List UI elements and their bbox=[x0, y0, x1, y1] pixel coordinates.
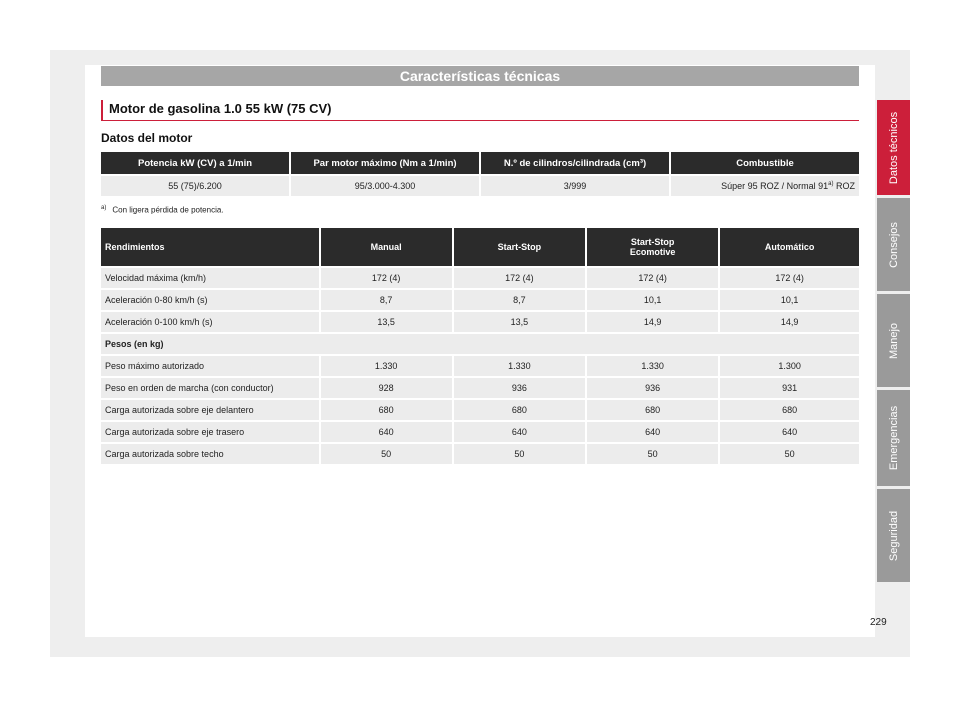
column-header bbox=[587, 228, 718, 266]
column-header: Potencia kW (CV) a 1/min bbox=[101, 152, 289, 174]
row-label: Peso máximo autorizado bbox=[101, 356, 319, 376]
table-cell: 13,5 bbox=[454, 312, 585, 332]
row-label: Peso en orden de marcha (con conductor) bbox=[101, 378, 319, 398]
table-cell: 936 bbox=[587, 378, 718, 398]
table-cell: 172 (4) bbox=[720, 268, 859, 288]
page-title: Motor de gasolina 1.0 55 kW (75 CV) bbox=[109, 101, 332, 116]
table-cell: 936 bbox=[454, 378, 585, 398]
table-row bbox=[101, 268, 859, 288]
row-label: Aceleración 0-100 km/h (s) bbox=[101, 312, 319, 332]
column-header: Rendimientos bbox=[101, 228, 319, 266]
tab-label: Manejo bbox=[887, 322, 900, 359]
tab-seguridad[interactable] bbox=[877, 489, 910, 582]
fuel-suffix: ROZ bbox=[833, 181, 855, 191]
table-cell: 8,7 bbox=[454, 290, 585, 310]
table-cell: 640 bbox=[720, 422, 859, 442]
table-cell: 1.330 bbox=[454, 356, 585, 376]
table-row bbox=[101, 176, 859, 196]
performance-table bbox=[99, 226, 861, 466]
table-cell: 640 bbox=[587, 422, 718, 442]
table-cell: 13,5 bbox=[321, 312, 452, 332]
table-header-row bbox=[101, 228, 859, 266]
table-cell: 172 (4) bbox=[321, 268, 452, 288]
tab-label: Consejos bbox=[887, 221, 900, 268]
table-row bbox=[101, 378, 859, 398]
table-cell: 10,1 bbox=[587, 290, 718, 310]
tab-consejos[interactable] bbox=[877, 198, 910, 291]
footnote-marker: a) bbox=[101, 205, 107, 211]
table-cell: 928 bbox=[321, 378, 452, 398]
table-cell: 50 bbox=[587, 444, 718, 464]
row-label: Velocidad máxima (km/h) bbox=[101, 268, 319, 288]
table-cell: 640 bbox=[321, 422, 452, 442]
tab-datos-tecnicos[interactable] bbox=[877, 100, 910, 195]
table-cell: 50 bbox=[720, 444, 859, 464]
tab-label: Emergencias bbox=[887, 405, 900, 471]
page-number: 229 bbox=[870, 617, 887, 628]
title-block bbox=[101, 100, 859, 121]
table-cell: 680 bbox=[587, 400, 718, 420]
row-label: Aceleración 0-80 km/h (s) bbox=[101, 290, 319, 310]
table-row bbox=[101, 422, 859, 442]
table-row bbox=[101, 334, 859, 354]
column-header-line: Start-Stop bbox=[630, 237, 675, 247]
table-cell: 10,1 bbox=[720, 290, 859, 310]
section-header: Características técnicas bbox=[101, 66, 859, 86]
column-header: Start-Stop bbox=[454, 228, 585, 266]
table-cell: 172 (4) bbox=[587, 268, 718, 288]
weights-heading: Pesos (en kg) bbox=[101, 334, 859, 354]
column-header: Par motor máximo (Nm a 1/min) bbox=[291, 152, 479, 174]
engine-heading: Datos del motor bbox=[101, 131, 193, 145]
fuel-text: Súper 95 ROZ / Normal 91 bbox=[721, 181, 829, 191]
row-label: Carga autorizada sobre eje delantero bbox=[101, 400, 319, 420]
table-cell: 1.330 bbox=[321, 356, 452, 376]
tab-emergencias[interactable] bbox=[877, 390, 910, 486]
table-cell: 95/3.000-4.300 bbox=[291, 176, 479, 196]
column-header: Manual bbox=[321, 228, 452, 266]
table-cell: 3/999 bbox=[481, 176, 669, 196]
tab-label: Seguridad bbox=[887, 510, 900, 561]
tab-label: Datos técnicos bbox=[887, 111, 900, 184]
fuel-cell bbox=[671, 176, 859, 196]
table-cell: 680 bbox=[321, 400, 452, 420]
table-cell: 172 (4) bbox=[454, 268, 585, 288]
table-cell: 8,7 bbox=[321, 290, 452, 310]
row-label: Carga autorizada sobre techo bbox=[101, 444, 319, 464]
table-header-row bbox=[101, 152, 859, 174]
table-row bbox=[101, 290, 859, 310]
table-cell: 50 bbox=[454, 444, 585, 464]
table-cell: 640 bbox=[454, 422, 585, 442]
table-row bbox=[101, 312, 859, 332]
title-accent bbox=[101, 100, 103, 120]
footnote bbox=[101, 205, 224, 215]
table-row bbox=[101, 400, 859, 420]
table-row bbox=[101, 444, 859, 464]
table-cell: 680 bbox=[454, 400, 585, 420]
column-header: Combustible bbox=[671, 152, 859, 174]
table-cell: 1.300 bbox=[720, 356, 859, 376]
column-header-line: Ecomotive bbox=[629, 247, 676, 257]
row-label: Carga autorizada sobre eje trasero bbox=[101, 422, 319, 442]
column-header: Automático bbox=[720, 228, 859, 266]
column-header: N.º de cilindros/cilindrada (cm³) bbox=[481, 152, 669, 174]
table-cell: 680 bbox=[720, 400, 859, 420]
table-cell: 14,9 bbox=[587, 312, 718, 332]
table-cell: 1.330 bbox=[587, 356, 718, 376]
footnote-marker: a) bbox=[828, 181, 834, 187]
table-cell: 50 bbox=[321, 444, 452, 464]
table-cell: 931 bbox=[720, 378, 859, 398]
table-cell: 14,9 bbox=[720, 312, 859, 332]
footnote-text: Con ligera pérdida de potencia. bbox=[112, 205, 224, 215]
table-cell: 55 (75)/6.200 bbox=[101, 176, 289, 196]
engine-table bbox=[99, 150, 861, 198]
tab-manejo[interactable] bbox=[877, 294, 910, 387]
table-row bbox=[101, 356, 859, 376]
